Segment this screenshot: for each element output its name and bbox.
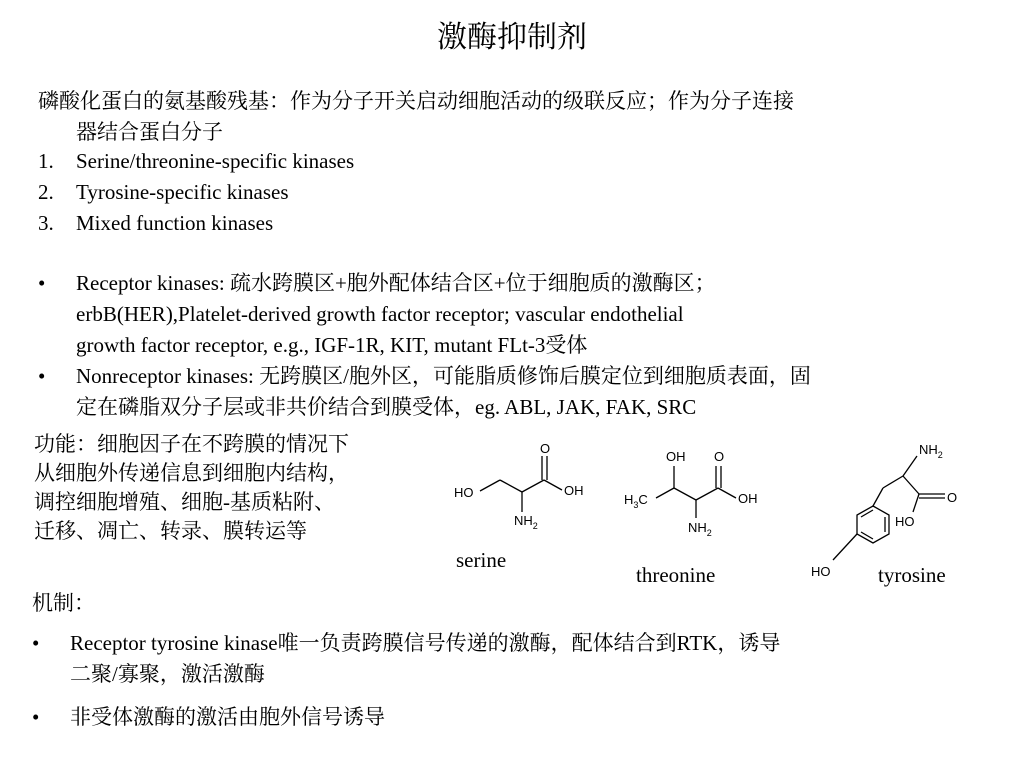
bullet-icon: • bbox=[38, 271, 46, 295]
nonreceptor-line-1: Nonreceptor kinases: 无跨膜区/胞外区，可能脂质修饰后膜定位到细胞质表面，固 bbox=[76, 364, 811, 388]
threonine-oh-top-label: OH bbox=[666, 449, 686, 464]
bullet-icon: • bbox=[38, 364, 46, 388]
function-line-1: 功能：细胞因子在不跨膜的情况下 bbox=[34, 432, 349, 456]
tyrosine-ring-ho-label: HO bbox=[811, 564, 831, 579]
function-line-3: 调控细胞增殖、细胞-基质粘附、 bbox=[34, 490, 335, 514]
serine-oh-label: OH bbox=[564, 483, 584, 498]
list-number: 3. bbox=[38, 211, 54, 235]
tyrosine-nh-label: $NH_2$ bbox=[919, 442, 943, 460]
tyrosine-o-label: O bbox=[947, 490, 958, 505]
intro-paragraph bbox=[38, 86, 988, 148]
serine-structure bbox=[450, 436, 590, 536]
list-item bbox=[38, 208, 354, 239]
mechanism-label: 机制： bbox=[32, 591, 95, 615]
receptor-line-3: growth factor receptor, e.g., IGF-1R, KIT, mutant FLt-3受体 bbox=[76, 333, 588, 357]
bullet-nonreceptor-kinases bbox=[38, 361, 978, 423]
list-text: Serine/threonine-specific kinases bbox=[76, 149, 355, 173]
bullet-nonreceptor-activation bbox=[32, 702, 962, 733]
receptor-line-2: erbB(HER),Platelet-derived growth factor receptor; vascular endothelial bbox=[76, 302, 684, 326]
serine-nh-label: $NH_2$ bbox=[514, 513, 538, 531]
bullet-receptor-kinases bbox=[38, 268, 978, 361]
serine-ho-label: HO bbox=[454, 485, 474, 500]
rtk-line-1: Receptor tyrosine kinase唯一负责跨膜信号传递的激酶，配体结合到RTK，诱导 bbox=[70, 631, 781, 655]
serine-label: serine bbox=[456, 548, 507, 572]
threonine-oh-label: OH bbox=[738, 491, 758, 506]
tyrosine-acid-ho-label: HO bbox=[895, 514, 915, 529]
bullet-icon: • bbox=[32, 631, 40, 655]
mechanism-bullets bbox=[32, 628, 962, 745]
threonine-nh-label: $NH_2$ bbox=[688, 520, 712, 538]
list-item bbox=[38, 146, 354, 177]
bullet-icon: • bbox=[32, 705, 40, 729]
threonine-o-label: O bbox=[714, 449, 725, 464]
rtk-line-2: 二聚/寡聚，激活激酶 bbox=[70, 662, 265, 686]
kinase-class-bullets bbox=[38, 268, 978, 423]
function-line-2: 从细胞外传递信息到细胞内结构， bbox=[34, 461, 349, 485]
list-item bbox=[38, 177, 354, 208]
list-text: Mixed function kinases bbox=[76, 211, 274, 235]
page-title: 激酶抑制剂 bbox=[437, 21, 587, 54]
list-number: 1. bbox=[38, 149, 54, 173]
nonreceptor-activation-text: 非受体激酶的激活由胞外信号诱导 bbox=[70, 705, 385, 729]
tyrosine-label: tyrosine bbox=[878, 563, 946, 587]
intro-line-2: 器结合蛋白分子 bbox=[76, 120, 223, 144]
threonine-label: threonine bbox=[636, 563, 716, 587]
intro-line-1: 磷酸化蛋白的氨基酸残基：作为分子开关启动细胞活动的级联反应；作为分子连接 bbox=[38, 89, 794, 113]
kinase-type-list bbox=[38, 146, 354, 239]
function-paragraph bbox=[34, 430, 424, 546]
list-number: 2. bbox=[38, 180, 54, 204]
list-text: Tyrosine-specific kinases bbox=[76, 180, 289, 204]
nonreceptor-line-2: 定在磷脂双分子层或非共价结合到膜受体，eg. ABL, JAK, FAK, SRC bbox=[76, 395, 697, 419]
threonine-structure bbox=[620, 446, 770, 546]
function-line-4: 迁移、凋亡、转录、膜转运等 bbox=[34, 519, 307, 543]
receptor-line-1: Receptor kinases: 疏水跨膜区+胞外配体结合区+位于细胞质的激酶区； bbox=[76, 271, 716, 295]
bullet-rtk bbox=[32, 628, 962, 690]
threonine-ch3-label: $H_3C$ bbox=[624, 492, 648, 510]
serine-o-label: O bbox=[540, 441, 551, 456]
tyrosine-structure bbox=[805, 436, 975, 584]
